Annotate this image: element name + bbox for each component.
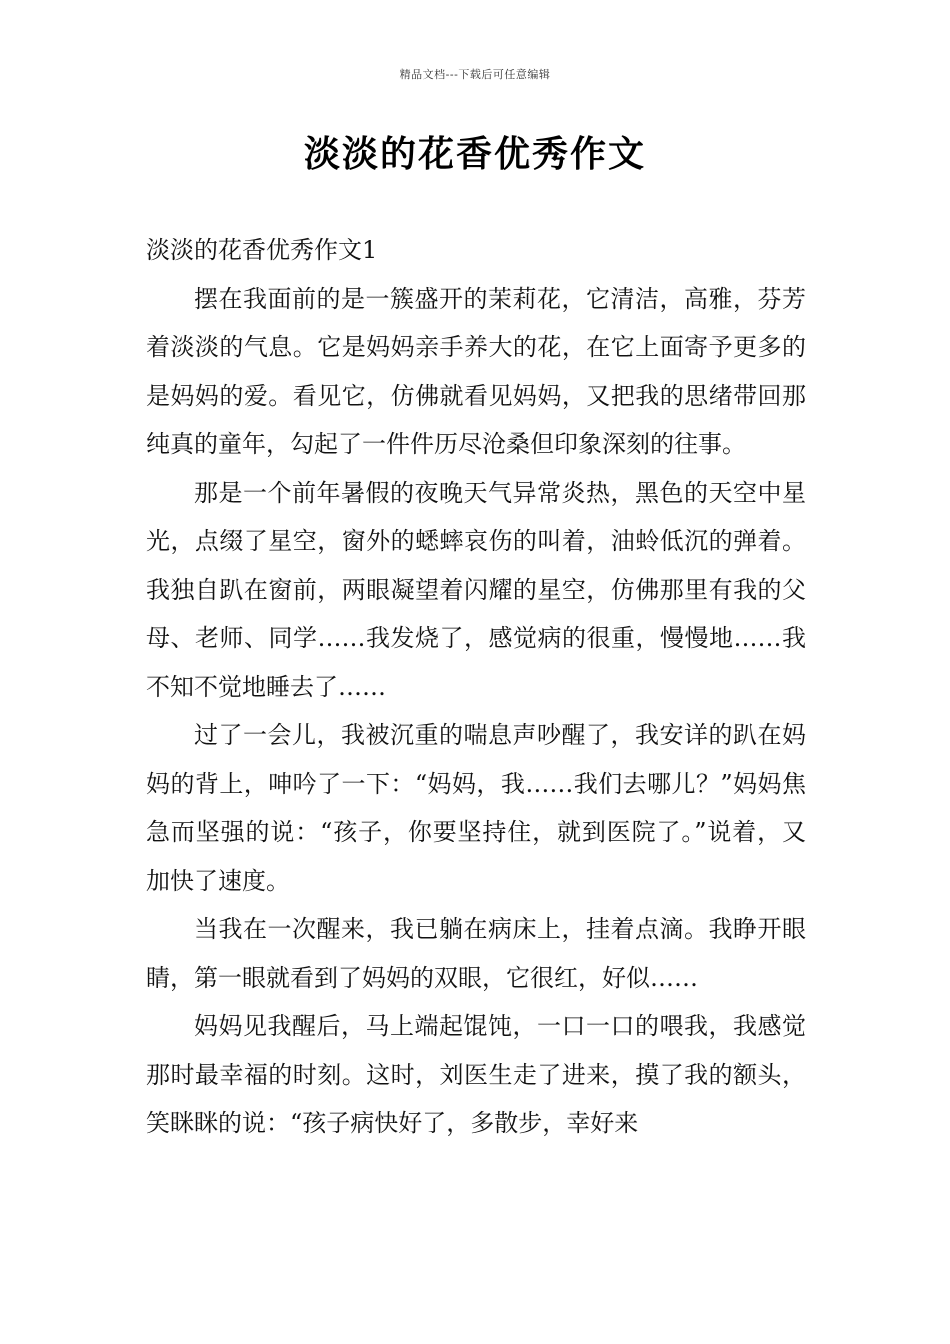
paragraph-5: 妈妈见我醒后，马上端起馄饨，一口一口的喂我，我感觉那时最幸福的时刻。这时，刘医生走了进来，摸了我的额头，笑眯眯的说：“孩子病快好了，多散步，幸好来 [146,1012,806,1137]
paragraph-3: 过了一会儿，我被沉重的喘息声吵醒了，我安详的趴在妈妈的背上，呻吟了一下：“妈妈，我……我们去哪儿？”妈妈焦急而坚强的说：“孩子，你要坚持住，就到医院了。”说着，又加快了速度。 [146,721,806,895]
section-heading: 淡淡的花香优秀作文1 [146,236,378,264]
paragraph-4: 当我在一次醒来，我已躺在病床上，挂着点滴。我睁开眼睛，第一眼就看到了妈妈的双眼，它很红，好似…… [146,915,806,992]
paragraph-2: 那是一个前年暑假的夜晚天气异常炎热，黑色的天空中星光，点缀了星空，窗外的蟋蟀哀伤的叫着，油蛉低沉的弹着。我独自趴在窗前，两眼凝望着闪耀的星空，仿佛那里有我的父母、老师、同学……我发烧了，感觉病的很重，慢慢地……我不知不觉地睡去了…… [146,478,806,701]
document-title: 淡淡的花香优秀作文 [303,133,646,175]
document-body [146,226,806,1148]
paragraph-1: 摆在我面前的是一簇盛开的茉莉花，它清洁，高雅，芬芳着淡淡的气息。它是妈妈亲手养大的花，在它上面寄予更多的是妈妈的爱。看见它，仿佛就看见妈妈，又把我的思绪带回那纯真的童年，勾起了一件件历尽沧桑但印象深刻的往事。 [146,284,806,458]
header-note: 精品文档---下载后可任意编辑 [399,68,551,81]
